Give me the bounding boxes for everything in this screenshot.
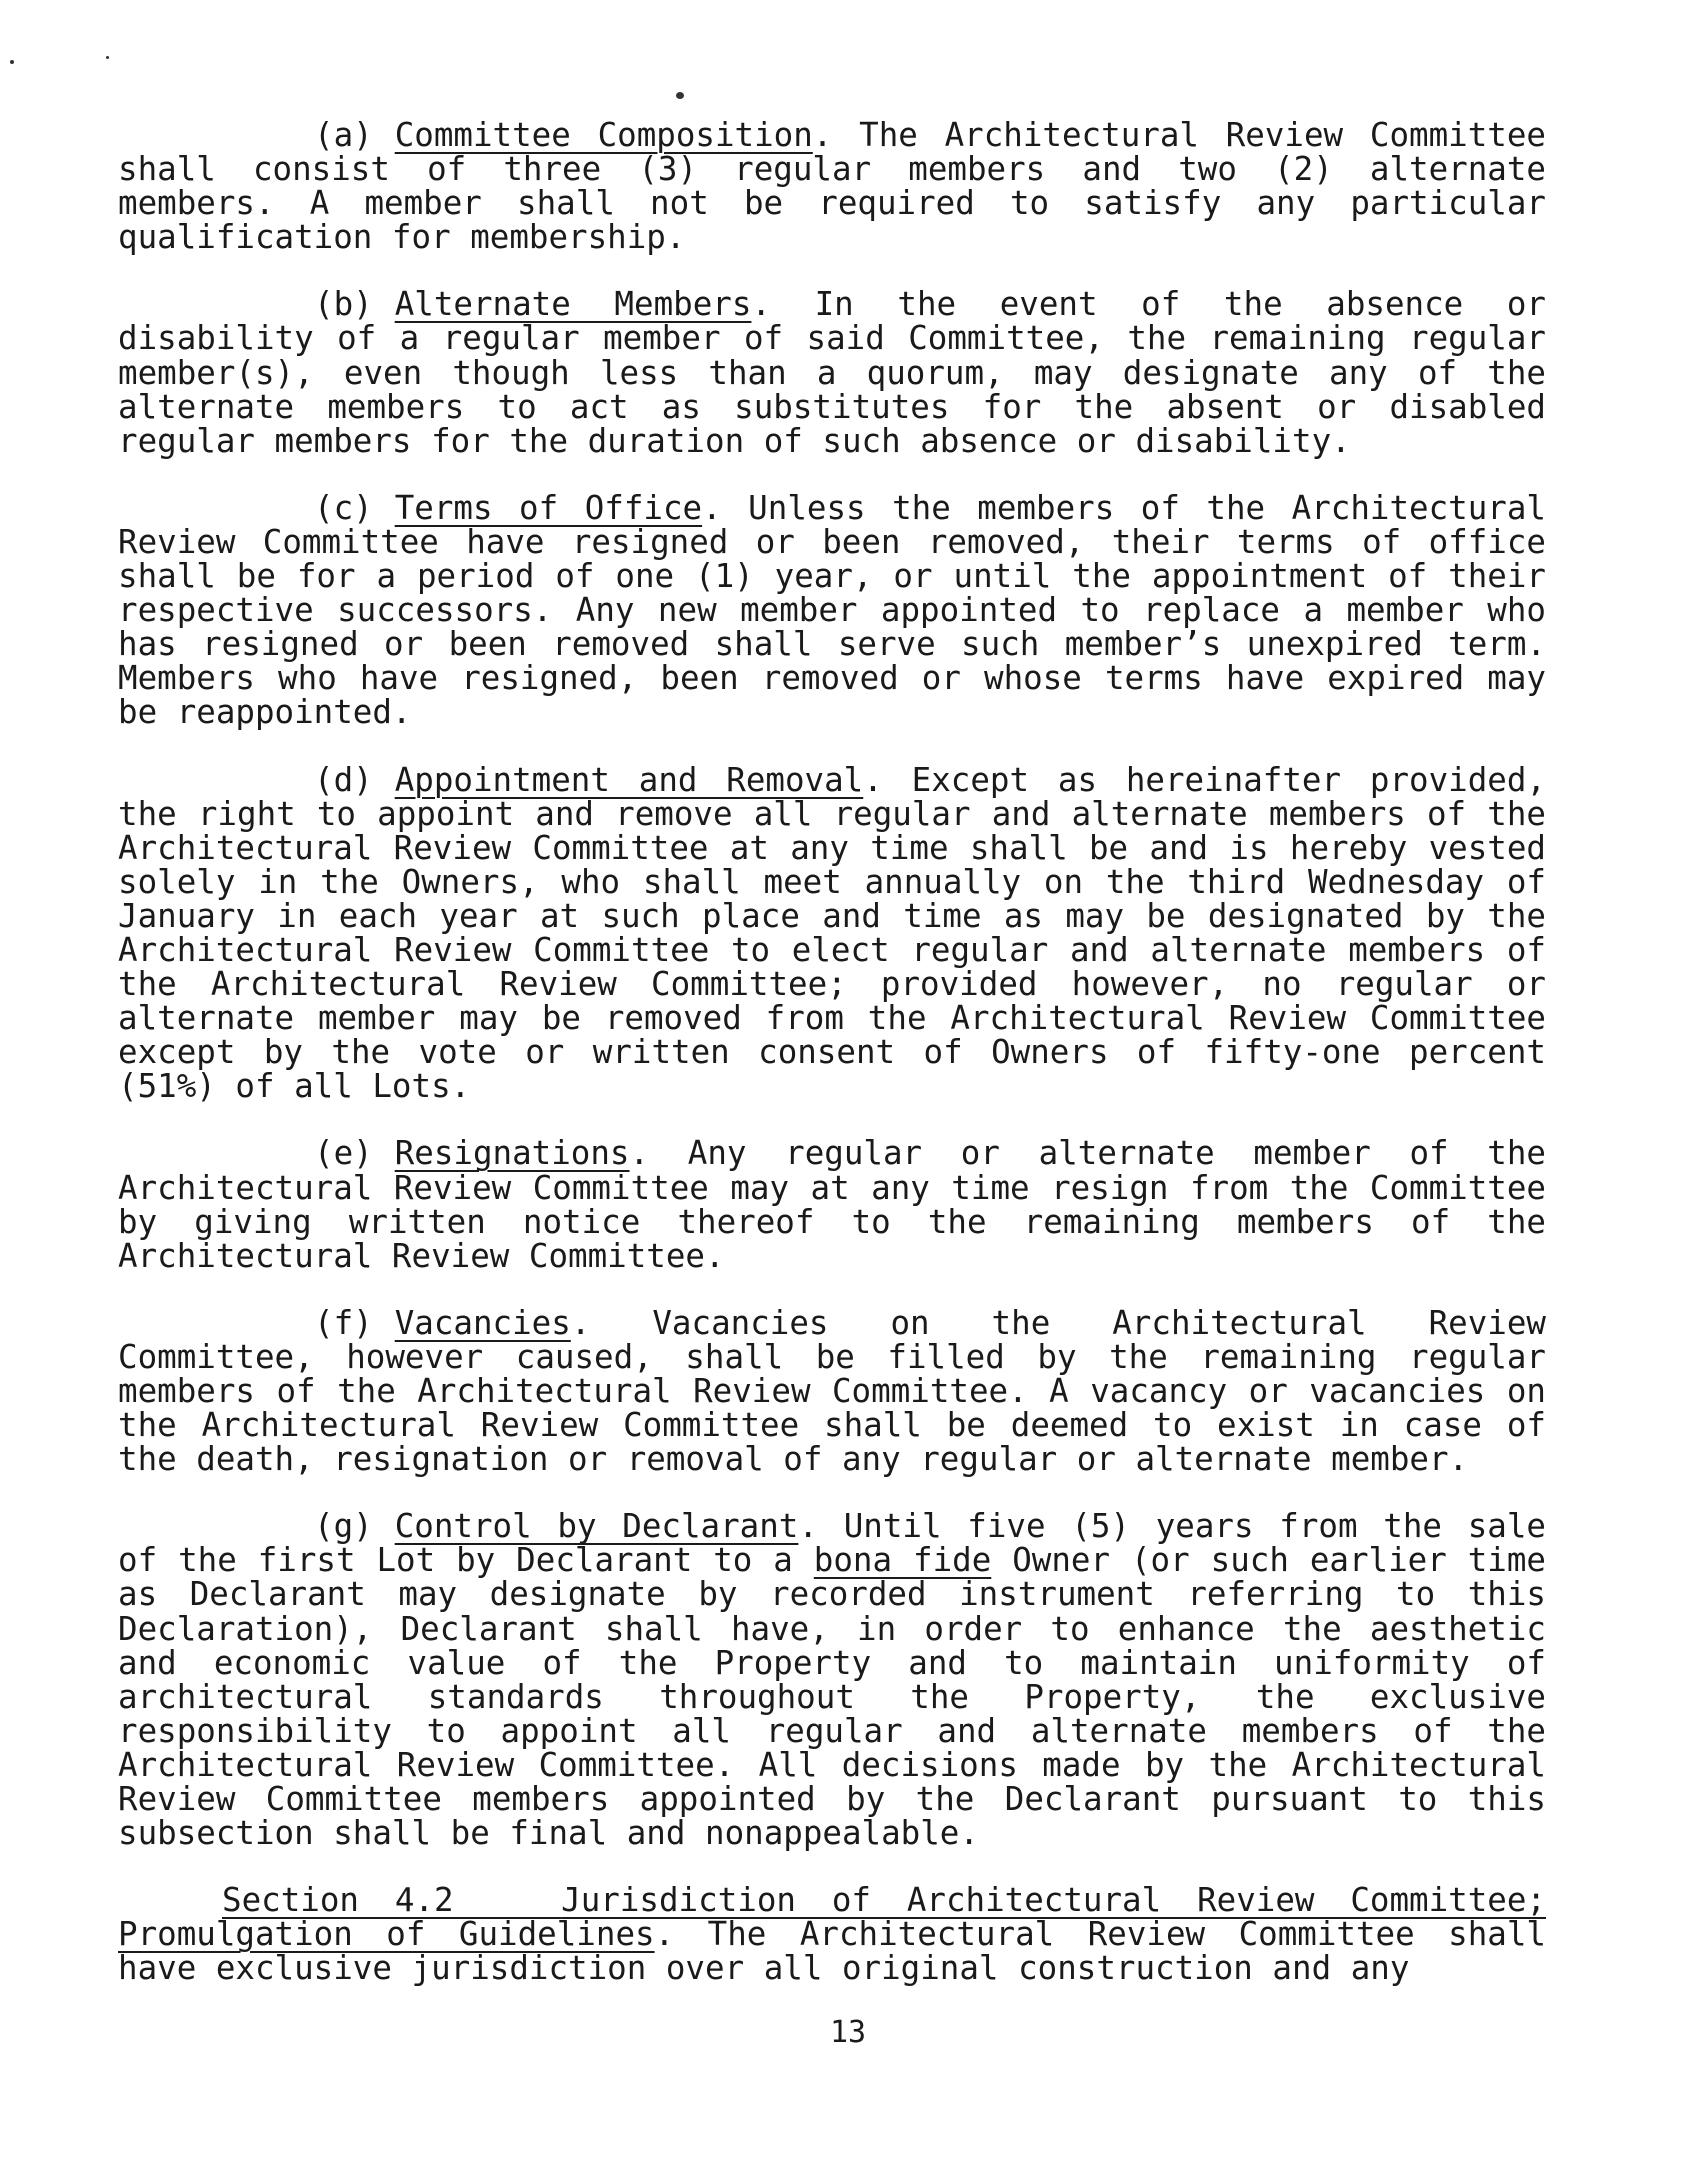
heading-punct: . (863, 760, 883, 799)
emphasis-bona-fide: bona fide (813, 1541, 992, 1580)
paragraph-marker: (c) (314, 488, 373, 527)
heading-punct: . (798, 1507, 818, 1546)
paragraph-text: Except as hereinafter provided, the right to appoint and remove all regular and alternate members of the Architectural Review Committee at any time shall be and is hereby vested solely in the Owners, who shall meet annually on the third Wednesday of January in each year at such place and time as may be designated by the Architectural Review Committee to elect regular and alternate members of the Architectural Review Committee; provided however, no regular or alternate member may be removed from the Architectural Review Committee except by the vote or written consent of Owners of fifty-one percent (51%) of all Lots. (118, 760, 1546, 1106)
paragraph-marker: (g) (314, 1507, 373, 1546)
paragraph-text: Unless the members of the Architectural Review Committee have resigned or been removed, their terms of office shall be for a period of one (1) year, or until the appointment of their respective successors. Any new member appointed to replace a member who has resigned or been removed shall serve such member’s unexpired term. Members who have resigned, been removed or whose terms have expired may be reappointed. (118, 488, 1546, 732)
paragraph-e (118, 1134, 1546, 1275)
paragraph-heading: Appointment and Removal (394, 760, 864, 799)
heading-punct: . (654, 1915, 675, 1954)
section-4-2 (118, 1881, 1546, 1988)
paragraph-b (118, 285, 1546, 460)
paragraph-marker: (e) (314, 1134, 373, 1173)
paragraph-text: Vacancies on the Architectural Review Committee, however caused, shall be filled by the remaining regular members of the Architectural Review Committee. A vacancy or vacancies on the Architectural Review Committee shall be deemed to exist in case of the death, resignation or removal of any regular or alternate member. (118, 1303, 1546, 1479)
heading-punct: . (702, 488, 722, 527)
paragraph-marker: (b) (314, 285, 373, 324)
paragraph-a (118, 116, 1546, 257)
paragraph-text: Until five (5) years from the sale of the first Lot by Declarant to a (118, 1507, 1546, 1580)
paragraph-f (118, 1303, 1546, 1479)
heading-punct: . (629, 1134, 650, 1173)
paragraph-heading: Terms of Office (394, 488, 703, 527)
paragraph-text: The Architectural Review Committee shall consist of three (3) regular members and two (2) alternate members. A member shall not be required to satisfy any particular qualification for membership. (118, 116, 1546, 257)
section-number: Section 4.2 (222, 1881, 454, 1920)
scan-speck (676, 92, 684, 99)
page-number: 13 (829, 2015, 867, 2050)
heading-punct: . (570, 1303, 591, 1342)
scan-speck (10, 60, 14, 64)
paragraph-heading: Vacancies (394, 1303, 571, 1342)
section-title: Jurisdiction of Architectural Review Committee; Promulgation of Guidelines (118, 1881, 1546, 1954)
paragraph-heading: Alternate Members (394, 285, 752, 324)
paragraph-text: Any regular or alternate member of the Architectural Review Committee may at any time resign from the Committee by giving written notice thereof to the remaining members of the Architectural Review Committee. (118, 1134, 1546, 1275)
paragraph-marker: (d) (314, 760, 373, 799)
paragraph-d (118, 760, 1546, 1106)
paragraph-heading: Control by Declarant (394, 1507, 799, 1546)
heading-punct: . (751, 285, 771, 324)
paragraph-heading: Committee Composition (394, 116, 813, 154)
paragraph-c (118, 488, 1546, 732)
paragraph-marker: (f) (314, 1303, 373, 1342)
section-text: The Architectural Review Committee shall have exclusive jurisdiction over all original construction and any (118, 1915, 1546, 1988)
paragraph-marker: (a) (314, 116, 373, 154)
paragraph-text: In the event of the absence or disability of a regular member of said Committee, the remaining regular member(s), even though less than a quorum, may designate any of the alternate members to act as substitutes for the absent or disabled regular members for the duration of such absence or disability. (118, 285, 1546, 460)
scan-speck (106, 56, 109, 59)
document-page (118, 118, 1546, 2019)
heading-punct: . (812, 116, 833, 154)
paragraph-g (118, 1507, 1546, 1853)
paragraph-text: Owner (or such earlier time as Declarant may designate by recorded instrument referring to this Declaration), Declarant shall have, in order to enhance the aesthetic and economic value of the Property and to maintain uniformity of architectural standards throughout the Property, the exclusive responsibility to appoint all regular and alternate members of the Architectural Review Committee. All decisions made by the Architectural Review Committee members appointed by the Declarant pursuant to this subsection shall be final and nonappealable. (118, 1541, 1546, 1853)
paragraph-heading: Resignations (394, 1134, 630, 1173)
